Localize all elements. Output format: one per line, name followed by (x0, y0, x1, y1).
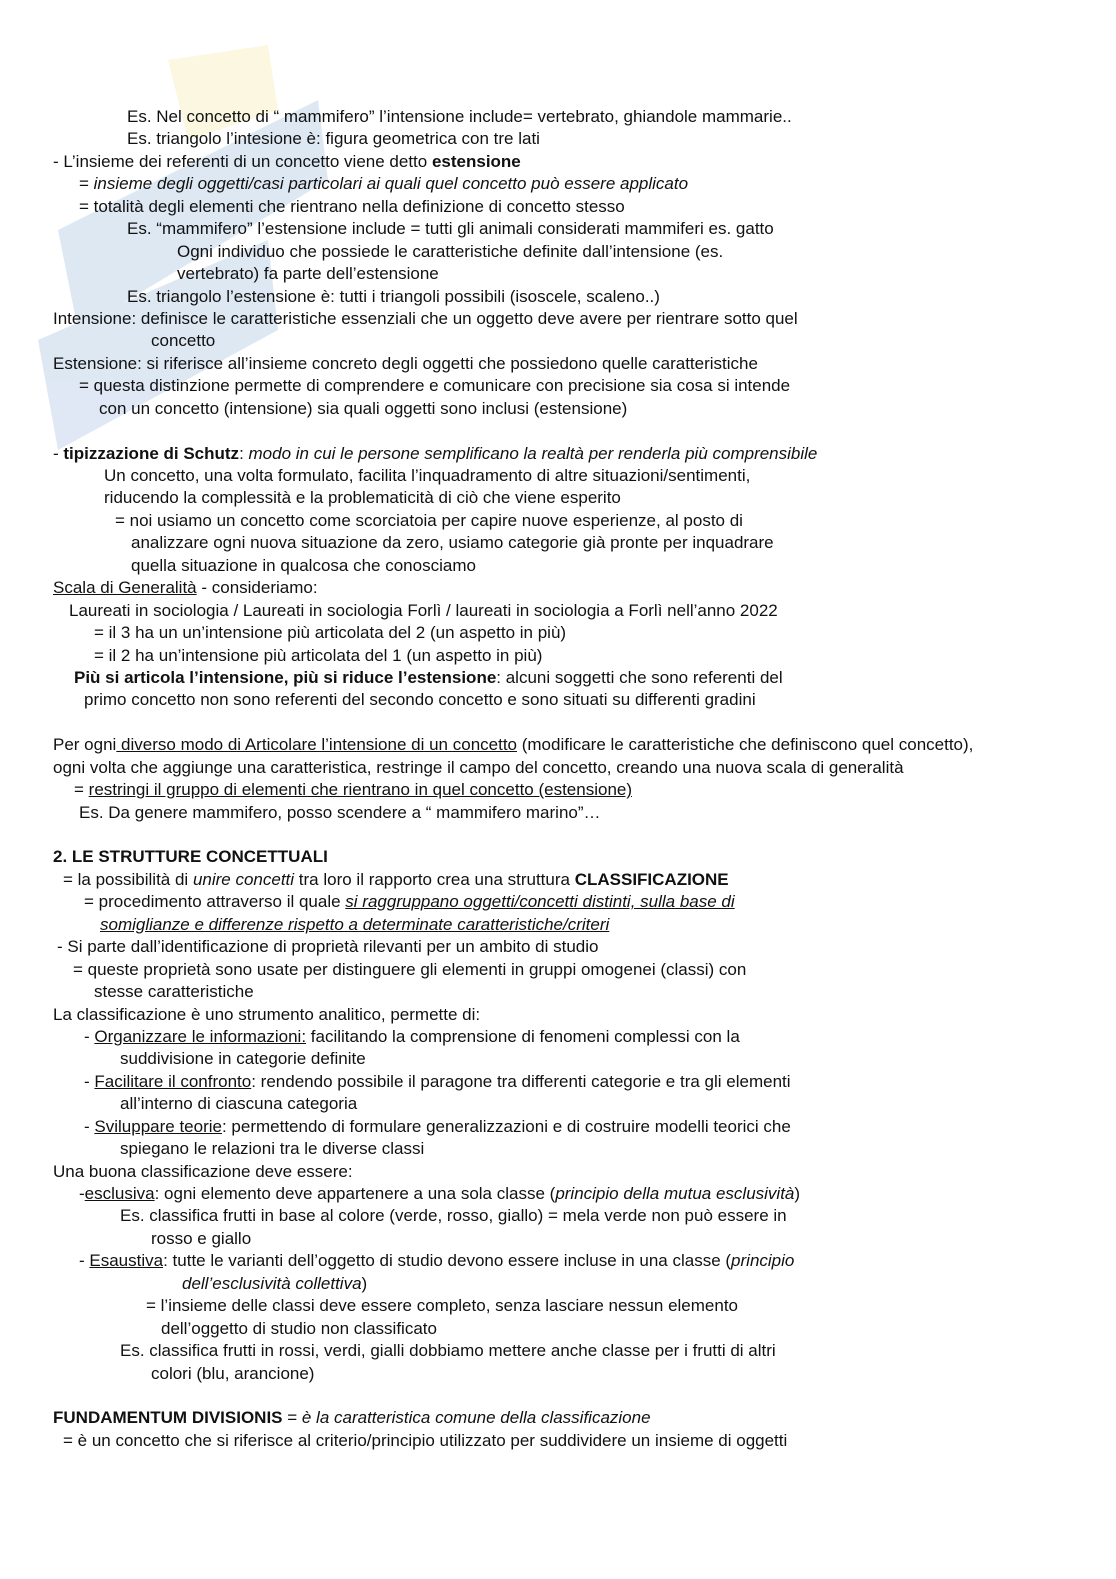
text-line (0, 1250, 1116, 1272)
text-line (0, 1138, 1116, 1160)
text-segment: Sviluppare teorie (94, 1116, 222, 1136)
text-segment: Per ogni (53, 735, 117, 755)
text-segment: = l’insieme delle classi deve essere completo, senza lasciare nessun elemento (146, 1296, 739, 1316)
text-segment: - (79, 1251, 90, 1271)
text-segment: principio (731, 1251, 795, 1271)
text-segment: tipizzazione di Schutz (63, 443, 240, 463)
text-line (0, 802, 1116, 824)
text-line (0, 891, 1116, 913)
text-line (0, 398, 1116, 420)
text-line (0, 1183, 1116, 1205)
text-segment: Es. classifica frutti in base al colore (verde, rosso, giallo) = mela verde non può essere in (120, 1206, 787, 1226)
text-line (0, 734, 1116, 756)
text-segment: : ogni elemento deve appartenere a una sola classe ( (154, 1184, 556, 1203)
text-line (0, 757, 1116, 779)
text-segment: rosso e giallo (151, 1228, 252, 1248)
text-segment: Facilitare il confronto (94, 1071, 252, 1091)
text-line (0, 196, 1116, 218)
text-segment: analizzare ogni nuova situazione da zero, usiamo categorie già pronte per inquadrare (131, 533, 774, 553)
blank-line (0, 824, 1116, 846)
text-segment: facilitando la comprensione di fenomeni complessi con la (306, 1026, 740, 1046)
text-segment: Ogni individuo che possiede le caratteristiche definite dall’intensione (es. (177, 241, 724, 261)
text-line (0, 1273, 1116, 1295)
text-line (0, 375, 1116, 397)
text-segment: somiglianze e differenze rispetto a determinate caratteristiche/criteri (100, 914, 610, 934)
text-segment: (modificare le caratteristiche che definiscono quel concetto), (517, 735, 974, 755)
text-segment: è la caratteristica comune della classificazione (301, 1408, 651, 1428)
text-segment: : (239, 443, 249, 463)
text-line (0, 959, 1116, 981)
text-segment: esclusiva (84, 1184, 155, 1203)
text-segment: = è un concetto che si riferisce al criterio/principio utilizzato per suddividere un insieme di oggetti (63, 1430, 788, 1450)
text-segment: FUNDAMENTUM DIVISIONIS (53, 1408, 283, 1428)
text-line (0, 106, 1116, 128)
text-segment: - (84, 1071, 95, 1091)
text-line (0, 151, 1116, 173)
text-segment: ) (361, 1273, 368, 1293)
text-segment: 2. LE STRUTTURE CONCETTUALI (53, 847, 328, 867)
text-segment: insieme degli oggetti/casi particolari ai quali quel concetto può essere applicato (93, 174, 689, 194)
text-segment: Es. triangolo l’estensione è: tutti i triangoli possibili (isoscele, scaleno..) (127, 286, 660, 306)
text-segment: colori (blu, arancione) (151, 1363, 315, 1383)
text-segment: : alcuni soggetti che sono referenti del (496, 667, 783, 687)
text-line (0, 622, 1116, 644)
text-segment: riducendo la complessità e la problematicità di ciò che viene esperito (104, 488, 621, 508)
text-segment: = procedimento attraverso il quale (84, 892, 346, 912)
text-segment: con un concetto (intensione) sia quali oggetti sono inclusi (estensione) (99, 398, 628, 418)
text-segment: Laureati in sociologia / Laureati in sociologia Forlì / laureati in sociologia a Forlì nell’anno 2022 (69, 600, 778, 620)
text-segment: restringi il gruppo di elementi che rientrano in quel concetto (estensione) (88, 780, 633, 800)
text-segment: dell’esclusività collettiva (182, 1273, 362, 1293)
text-line (0, 353, 1116, 375)
text-segment: quella situazione in qualcosa che conosciamo (131, 555, 476, 575)
text-segment: Esaustiva (89, 1251, 164, 1271)
text-line (0, 577, 1116, 599)
text-segment: ) (794, 1184, 801, 1203)
text-segment: Es. classifica frutti in rossi, verdi, gialli dobbiamo mettere anche classe per i frutti di altri (120, 1341, 776, 1361)
text-line (0, 1295, 1116, 1317)
text-line (0, 128, 1116, 150)
text-segment: - (53, 443, 64, 463)
text-segment: = (79, 174, 94, 194)
document-body (0, 106, 1116, 1452)
text-segment: - (84, 1116, 95, 1136)
text-segment: = noi usiamo un concetto come scorciatoia per capire nuove esperienze, al posto di (115, 510, 743, 530)
text-segment: Es. triangolo l’intesione è: figura geometrica con tre lati (127, 129, 540, 149)
text-line (0, 487, 1116, 509)
text-line (0, 667, 1116, 689)
text-line (0, 1363, 1116, 1385)
blank-line (0, 420, 1116, 442)
text-line (0, 555, 1116, 577)
text-line (0, 532, 1116, 554)
text-line (0, 869, 1116, 891)
text-line (0, 1205, 1116, 1227)
text-segment: = (74, 780, 89, 800)
text-line (0, 241, 1116, 263)
text-line (0, 465, 1116, 487)
text-segment: all’interno di ciascuna categoria (120, 1094, 358, 1114)
blank-line (0, 712, 1116, 734)
text-line (0, 1161, 1116, 1183)
blank-line (0, 1385, 1116, 1407)
text-segment: = la possibilità di (63, 869, 193, 889)
text-line (0, 1430, 1116, 1452)
text-segment: vertebrato) fa parte dell’estensione (177, 264, 439, 284)
text-line (0, 308, 1116, 330)
text-line (0, 443, 1116, 465)
text-segment: = il 2 ha un’intensione più articolata del 1 (un aspetto in più) (94, 645, 543, 665)
text-segment: : rendendo possibile il paragone tra differenti categorie e tra gli elementi (251, 1071, 791, 1091)
text-segment: CLASSIFICAZIONE (574, 869, 729, 889)
text-line (0, 263, 1116, 285)
text-segment: diverso modo di Articolare l’intensione di un concetto (116, 735, 517, 755)
text-segment: = il 3 ha un un’intensione più articolata del 2 (un aspetto in più) (94, 623, 567, 643)
text-segment: primo concetto non sono referenti del secondo concetto e sono situati su differenti gradini (84, 690, 756, 710)
text-segment: spiegano le relazioni tra le diverse classi (120, 1139, 425, 1159)
text-segment: concetto (151, 331, 216, 351)
text-segment: - (79, 1184, 85, 1203)
text-segment: : tutte le varianti dell’oggetto di studio devono essere incluse in una classe ( (163, 1251, 732, 1271)
text-segment: = questa distinzione permette di comprendere e comunicare con precisione sia cosa si intende (79, 376, 791, 396)
text-segment: - Si parte dall’identificazione di proprietà rilevanti per un ambito di studio (57, 937, 599, 957)
text-segment: : permettendo di formulare generalizzazioni e di costruire modelli teorici che (221, 1116, 791, 1136)
text-segment: Più si articola l’intensione, più si riduce l’estensione (74, 667, 497, 687)
text-line (0, 330, 1116, 352)
text-line (0, 600, 1116, 622)
text-line (0, 689, 1116, 711)
text-segment: = totalità degli elementi che rientrano nella definizione di concetto stesso (79, 196, 625, 216)
text-segment: Un concetto, una volta formulato, facilita l’inquadramento di altre situazioni/sentimenti, (104, 466, 751, 485)
text-line (0, 645, 1116, 667)
text-segment: dell’oggetto di studio non classificato (161, 1318, 437, 1338)
text-line (0, 510, 1116, 532)
text-segment: - (84, 1026, 95, 1046)
text-segment: principio della mutua esclusività (555, 1184, 795, 1203)
text-line (0, 1026, 1116, 1048)
text-segment: estensione (431, 151, 521, 171)
text-segment: - L’insieme dei referenti di un concetto viene detto (53, 151, 432, 171)
text-segment: La classificazione è uno strumento analitico, permette di: (53, 1004, 481, 1024)
text-line (0, 286, 1116, 308)
text-segment: stesse caratteristiche (94, 982, 254, 1002)
text-segment: Intensione: definisce le caratteristiche essenziali che un oggetto deve avere per rientrare sotto quel (53, 308, 798, 328)
text-segment: Una buona classificazione deve essere: (53, 1161, 353, 1181)
text-line (0, 1116, 1116, 1138)
text-line (0, 1340, 1116, 1362)
text-segment: modo in cui le persone semplificano la realtà per renderla più comprensibile (248, 443, 818, 463)
text-segment: tra loro il rapporto crea una struttura (294, 869, 575, 889)
text-segment: = queste proprietà sono usate per distinguere gli elementi in gruppi omogenei (classi) con (73, 959, 747, 979)
text-segment: Estensione: si riferisce all’insieme concreto degli oggetti che possiedono quelle caratteristiche (53, 353, 758, 373)
text-line (0, 1004, 1116, 1026)
text-line (0, 779, 1116, 801)
text-segment: si raggruppano oggetti/concetti distinti, sulla base di (345, 892, 735, 912)
text-line (0, 981, 1116, 1003)
text-line (0, 1071, 1116, 1093)
text-line (0, 218, 1116, 240)
text-segment: suddivisione in categorie definite (120, 1049, 366, 1069)
text-line (0, 1048, 1116, 1070)
text-line (0, 846, 1116, 868)
text-line (0, 914, 1116, 936)
text-segment: Scala di Generalità (53, 578, 197, 598)
text-segment: - consideriamo: (196, 578, 318, 598)
text-segment: ogni volta che aggiunge una caratteristica, restringe il campo del concetto, creando una nuova scala di generalità (53, 757, 904, 777)
text-segment: Es. “mammifero” l’estensione include = tutti gli animali considerati mammiferi es. gatto (127, 219, 774, 239)
text-line (0, 936, 1116, 958)
text-line (0, 1407, 1116, 1429)
text-segment: Es. Nel concetto di “ mammifero” l’intensione include= vertebrato, ghiandole mammarie.. (127, 107, 792, 126)
text-line (0, 1318, 1116, 1340)
text-segment: Organizzare le informazioni: (94, 1026, 307, 1046)
text-line (0, 173, 1116, 195)
text-line (0, 1093, 1116, 1115)
text-segment: unire concetti (192, 869, 295, 889)
text-segment: Es. Da genere mammifero, posso scendere a “ mammifero marino”… (79, 802, 601, 822)
text-line (0, 1228, 1116, 1250)
text-segment: = (282, 1408, 302, 1428)
